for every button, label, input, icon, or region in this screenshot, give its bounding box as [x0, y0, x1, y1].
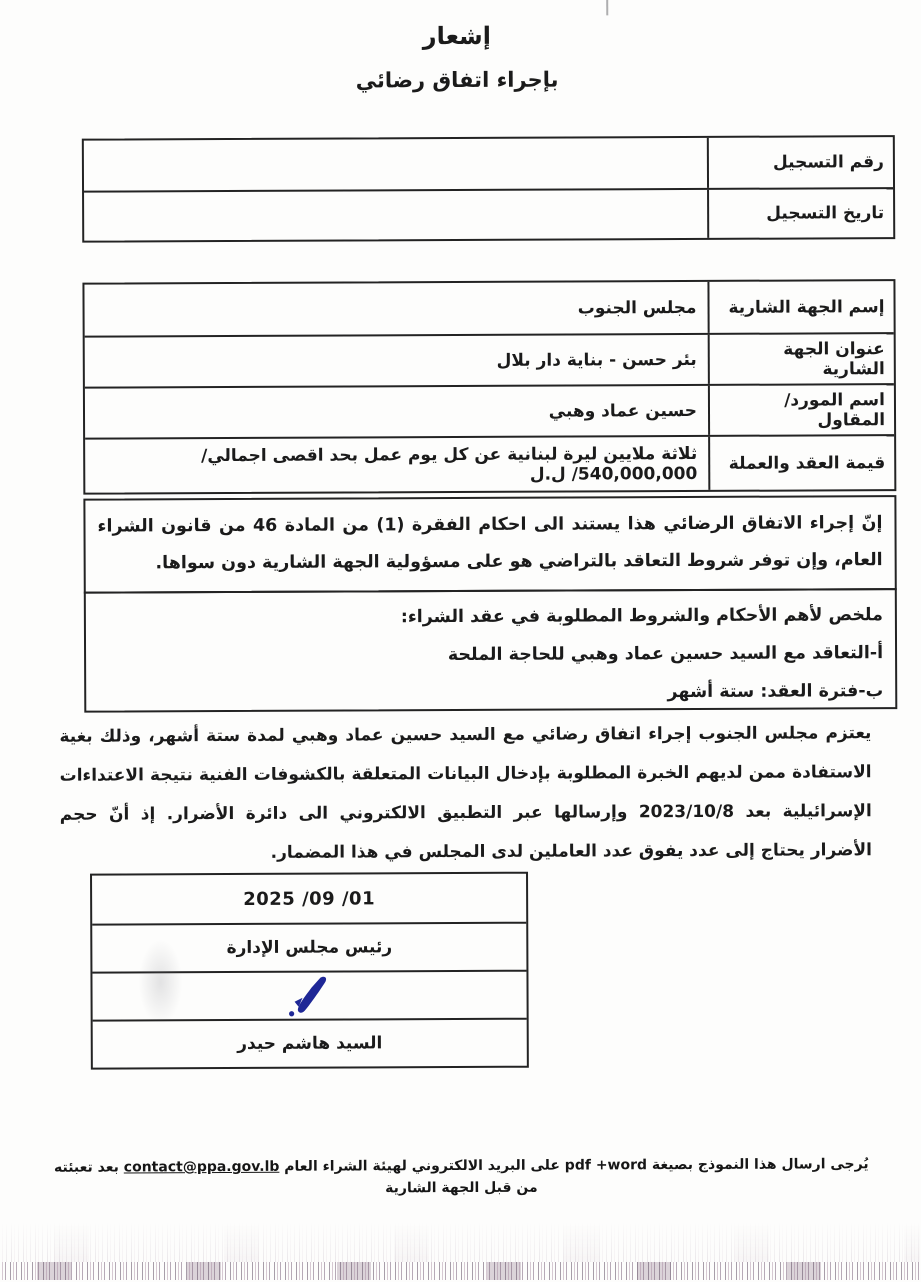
- details-table: [83, 279, 897, 495]
- scan-smudge: [139, 939, 183, 1025]
- page-title: إشعار: [423, 21, 493, 51]
- table-row: [86, 383, 895, 438]
- scan-noise-fade: [0, 1222, 921, 1262]
- signatory-name: السيد هاشم حيدر: [238, 1033, 384, 1054]
- supplier-name-label: اسم المورد/المقاول: [709, 385, 895, 435]
- footer-file-format: pdf +word: [565, 1157, 649, 1174]
- terms-summary-item-b: ب-فترة العقد: ستة أشهر: [668, 681, 885, 703]
- table-row: [86, 434, 895, 493]
- purchasing-entity-address-label: عنوان الجهة الشارية: [709, 334, 895, 384]
- terms-summary-box: [85, 588, 899, 713]
- ppa-email-link[interactable]: contact@ppa.gov.lb: [124, 1158, 281, 1176]
- page-subtitle: بإجراء اتفاق رضائي: [356, 67, 560, 93]
- footer-middle: على البريد الالكتروني لهيئة الشراء العام: [285, 1157, 561, 1175]
- registration-date-label: تاريخ التسجيل: [708, 189, 894, 238]
- purchasing-entity-address-value: بئر حسن - بناية دار بلال: [497, 349, 698, 371]
- scan-fold-mark: [607, 0, 609, 15]
- legal-basis-text: إنّ إجراء الاتفاق الرضائي هذا يستند الى احكام الفقرة (1) من المادة 46 من قانون الشراء العام، وإن توفر شروط التعاقد بالتراضي هو على مسؤولية الجهة الشارية دون سواها.: [98, 513, 884, 574]
- purchasing-entity-name-label: إسم الجهة الشارية: [708, 281, 894, 333]
- signature-mark: [265, 973, 355, 1017]
- table-row: [85, 281, 894, 336]
- signature-date-row: [93, 874, 527, 924]
- justification-paragraph: يعتزم مجلس الجنوب إجراء اتفاق رضائي مع السيد حسين عماد وهبي لمدة ستة أشهر، وذلك بغية الاستفادة ممن لديهم الخبرة المطلوبة بإدخال البيانات المتعلقة بالكشوفات الفنية نتيجة الاعتداءات الإسرائيلية بعد 2023/10/8 وإرسالها عبر التطبيق الالكتروني الى دائرة الأضرار. إذ أنّ حجم الأضرار يحتاج إلى عدد يفوق عدد العاملين لدى المجلس في هذا المضمار.: [60, 723, 873, 863]
- terms-summary-heading: ملخص لأهم الأحكام والشروط المطلوبة في عقد الشراء:: [401, 605, 884, 628]
- contract-value-value: ثلاثة ملايين ليرة لبنانية عن كل يوم عمل بحد اقصى اجمالي/ 540,000,000/ ل.ل: [202, 443, 699, 485]
- purchasing-entity-name-value: مجلس الجنوب: [578, 297, 698, 318]
- footer-prefix: يُرجى ارسال هذا النموذج بصيغة: [652, 1156, 870, 1174]
- contract-value-label: قيمة العقد والعملة: [709, 436, 895, 490]
- signatory-role: رئيس مجلس الإدارة: [227, 937, 394, 959]
- footer-instruction: [52, 1153, 872, 1201]
- registration-date-value: [85, 190, 708, 241]
- table-row: [86, 332, 895, 387]
- registration-number-label: رقم التسجيل: [708, 137, 894, 188]
- legal-basis-box: [84, 495, 897, 594]
- supplier-name-value: حسين عماد وهبي: [549, 400, 699, 422]
- terms-summary-item-a: أ-التعاقد مع السيد حسين عماد وهبي للحاجة الملحة: [448, 643, 885, 666]
- scan-noise-bar: [0, 1262, 921, 1280]
- signature-date: 2025 /09 /01: [244, 887, 377, 910]
- table-row: [85, 187, 894, 241]
- registration-number-value: [85, 138, 708, 191]
- registration-table: [83, 135, 896, 243]
- table-row: [85, 137, 894, 191]
- footer-suffix: بعد تعبئته من قبل الجهة الشارية: [54, 1159, 539, 1197]
